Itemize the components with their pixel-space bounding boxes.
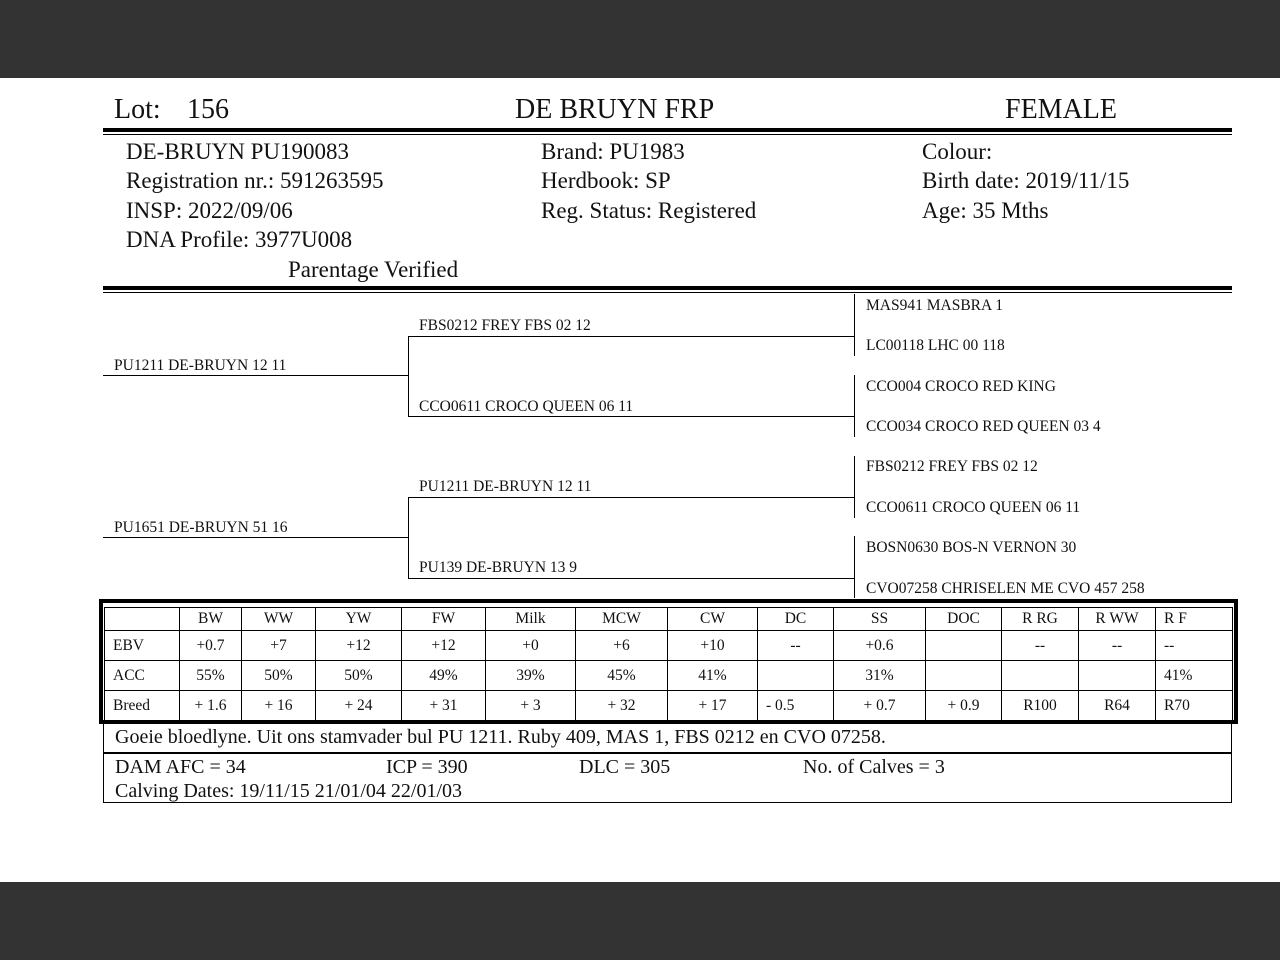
table-cell: + 1.6: [180, 691, 242, 721]
pedigree-ssd: LC00118 LHC 00 118: [866, 337, 1005, 354]
pedigree-sire: PU1211 DE-BRUYN 12 11: [114, 357, 287, 374]
table-cell: + 32: [576, 691, 668, 721]
table-cell: 41%: [1156, 661, 1233, 691]
table-cell: --: [1156, 631, 1233, 661]
acc-row: [105, 661, 1233, 691]
animal-name: DE-BRUYN PU190083: [126, 139, 349, 164]
lot-label: Lot:: [114, 94, 161, 125]
info-rule-thin: [103, 292, 1232, 293]
table-cell: [758, 661, 834, 691]
table-cell: R100: [1002, 691, 1079, 721]
table-cell: [926, 661, 1002, 691]
ebv-col-header: DOC: [926, 608, 1002, 631]
header-rule-thin: [103, 134, 1232, 135]
pedigree-sss: MAS941 MASBRA 1: [866, 297, 1003, 314]
table-cell: [1002, 661, 1079, 691]
table-cell: + 3: [486, 691, 576, 721]
pedigree-dam: PU1651 DE-BRUYN 51 16: [114, 519, 288, 536]
table-cell: +0: [486, 631, 576, 661]
table-cell: --: [1002, 631, 1079, 661]
row-label: EBV: [105, 631, 180, 661]
ebv-table: [104, 607, 1233, 721]
table-cell: --: [758, 631, 834, 661]
registration-status: Reg. Status: Registered: [541, 198, 757, 223]
brand: Brand: PU1983: [541, 139, 685, 164]
pedigree-sdd: CCO034 CROCO RED QUEEN 03 4: [866, 418, 1101, 435]
table-cell: 45%: [576, 661, 668, 691]
table-cell: 55%: [180, 661, 242, 691]
pedigree-sire-sire: FBS0212 FREY FBS 02 12: [419, 317, 591, 334]
table-cell: +12: [402, 631, 486, 661]
table-cell: 49%: [402, 661, 486, 691]
table-cell: +7: [242, 631, 316, 661]
table-cell: + 24: [316, 691, 402, 721]
table-cell: + 31: [402, 691, 486, 721]
table-cell: + 0.7: [834, 691, 926, 721]
lot-number: 156: [187, 94, 229, 125]
dam-calves: No. of Calves = 3: [803, 756, 945, 778]
ebv-header-corner: [105, 608, 180, 631]
pedigree-dsd: CCO0611 CROCO QUEEN 06 11: [866, 499, 1081, 516]
pedigree-sire-dam: CCO0611 CROCO QUEEN 06 11: [419, 398, 634, 415]
table-cell: 31%: [834, 661, 926, 691]
registration-number: Registration nr.: 591263595: [126, 168, 384, 193]
table-cell: [1079, 661, 1156, 691]
table-cell: [926, 631, 1002, 661]
ebv-col-header: WW: [242, 608, 316, 631]
table-cell: 50%: [242, 661, 316, 691]
birth-date: Birth date: 2019/11/15: [922, 168, 1130, 193]
ebv-col-header: SS: [834, 608, 926, 631]
table-cell: R70: [1156, 691, 1233, 721]
dam-dlc: DLC = 305: [579, 756, 671, 778]
pedigree-sds: CCO004 CROCO RED KING: [866, 378, 1056, 395]
table-cell: + 17: [668, 691, 758, 721]
ebv-col-header: YW: [316, 608, 402, 631]
table-cell: 41%: [668, 661, 758, 691]
info-rule-thick: [103, 286, 1232, 290]
ebv-col-header: CW: [668, 608, 758, 631]
ebv-col-header: BW: [180, 608, 242, 631]
breeder-name: DE BRUYN FRP: [515, 94, 715, 125]
table-cell: - 0.5: [758, 691, 834, 721]
ebv-col-header: R WW: [1079, 608, 1156, 631]
dna-profile: DNA Profile: 3977U008: [126, 227, 353, 252]
pedigree-dss: FBS0212 FREY FBS 02 12: [866, 458, 1038, 475]
dam-afc: DAM AFC = 34: [115, 756, 246, 778]
animal-sex: FEMALE: [1005, 94, 1117, 125]
table-cell: 50%: [316, 661, 402, 691]
row-label: ACC: [105, 661, 180, 691]
ebv-col-header: R RG: [1002, 608, 1079, 631]
herdbook: Herdbook: SP: [541, 168, 671, 193]
age: Age: 35 Mths: [922, 198, 1049, 223]
inspection-date: INSP: 2022/09/06: [126, 198, 293, 223]
table-cell: +0.6: [834, 631, 926, 661]
row-label: Breed: [105, 691, 180, 721]
table-cell: +10: [668, 631, 758, 661]
header-rule-thick: [103, 128, 1232, 132]
calving-dates: Calving Dates: 19/11/15 21/01/04 22/01/03: [115, 780, 463, 802]
parentage-status: Parentage Verified: [288, 257, 459, 282]
ebv-col-header: FW: [402, 608, 486, 631]
table-cell: + 0.9: [926, 691, 1002, 721]
ebv-col-header: MCW: [576, 608, 668, 631]
pedigree-ddd: CVO07258 CHRISELEN ME CVO 457 258: [866, 580, 1145, 597]
ebv-col-header: DC: [758, 608, 834, 631]
table-cell: +0.7: [180, 631, 242, 661]
ebv-col-header: Milk: [486, 608, 576, 631]
table-cell: R64: [1079, 691, 1156, 721]
table-cell: --: [1079, 631, 1156, 661]
table-cell: + 16: [242, 691, 316, 721]
dam-icp: ICP = 390: [386, 756, 468, 778]
notes-text: Goeie bloedlyne. Uit ons stamvader bul PU 1211. Ruby 409, MAS 1, FBS 0212 en CVO 07258.: [115, 726, 886, 748]
pedigree-dds: BOSN0630 BOS-N VERNON 30: [866, 539, 1077, 556]
ebv-col-header: R F: [1156, 608, 1233, 631]
ebv-row: [105, 631, 1233, 661]
pedigree-dam-dam: PU139 DE-BRUYN 13 9: [419, 559, 578, 576]
dam-info-box: [103, 753, 1232, 803]
table-cell: +6: [576, 631, 668, 661]
breed-row: [105, 691, 1233, 721]
table-cell: +12: [316, 631, 402, 661]
colour: Colour:: [922, 139, 993, 164]
catalogue-page: [0, 78, 1280, 882]
table-cell: 39%: [486, 661, 576, 691]
pedigree-dam-sire: PU1211 DE-BRUYN 12 11: [419, 478, 592, 495]
notes-box: [103, 723, 1232, 753]
ebv-header-row: [105, 608, 1233, 631]
